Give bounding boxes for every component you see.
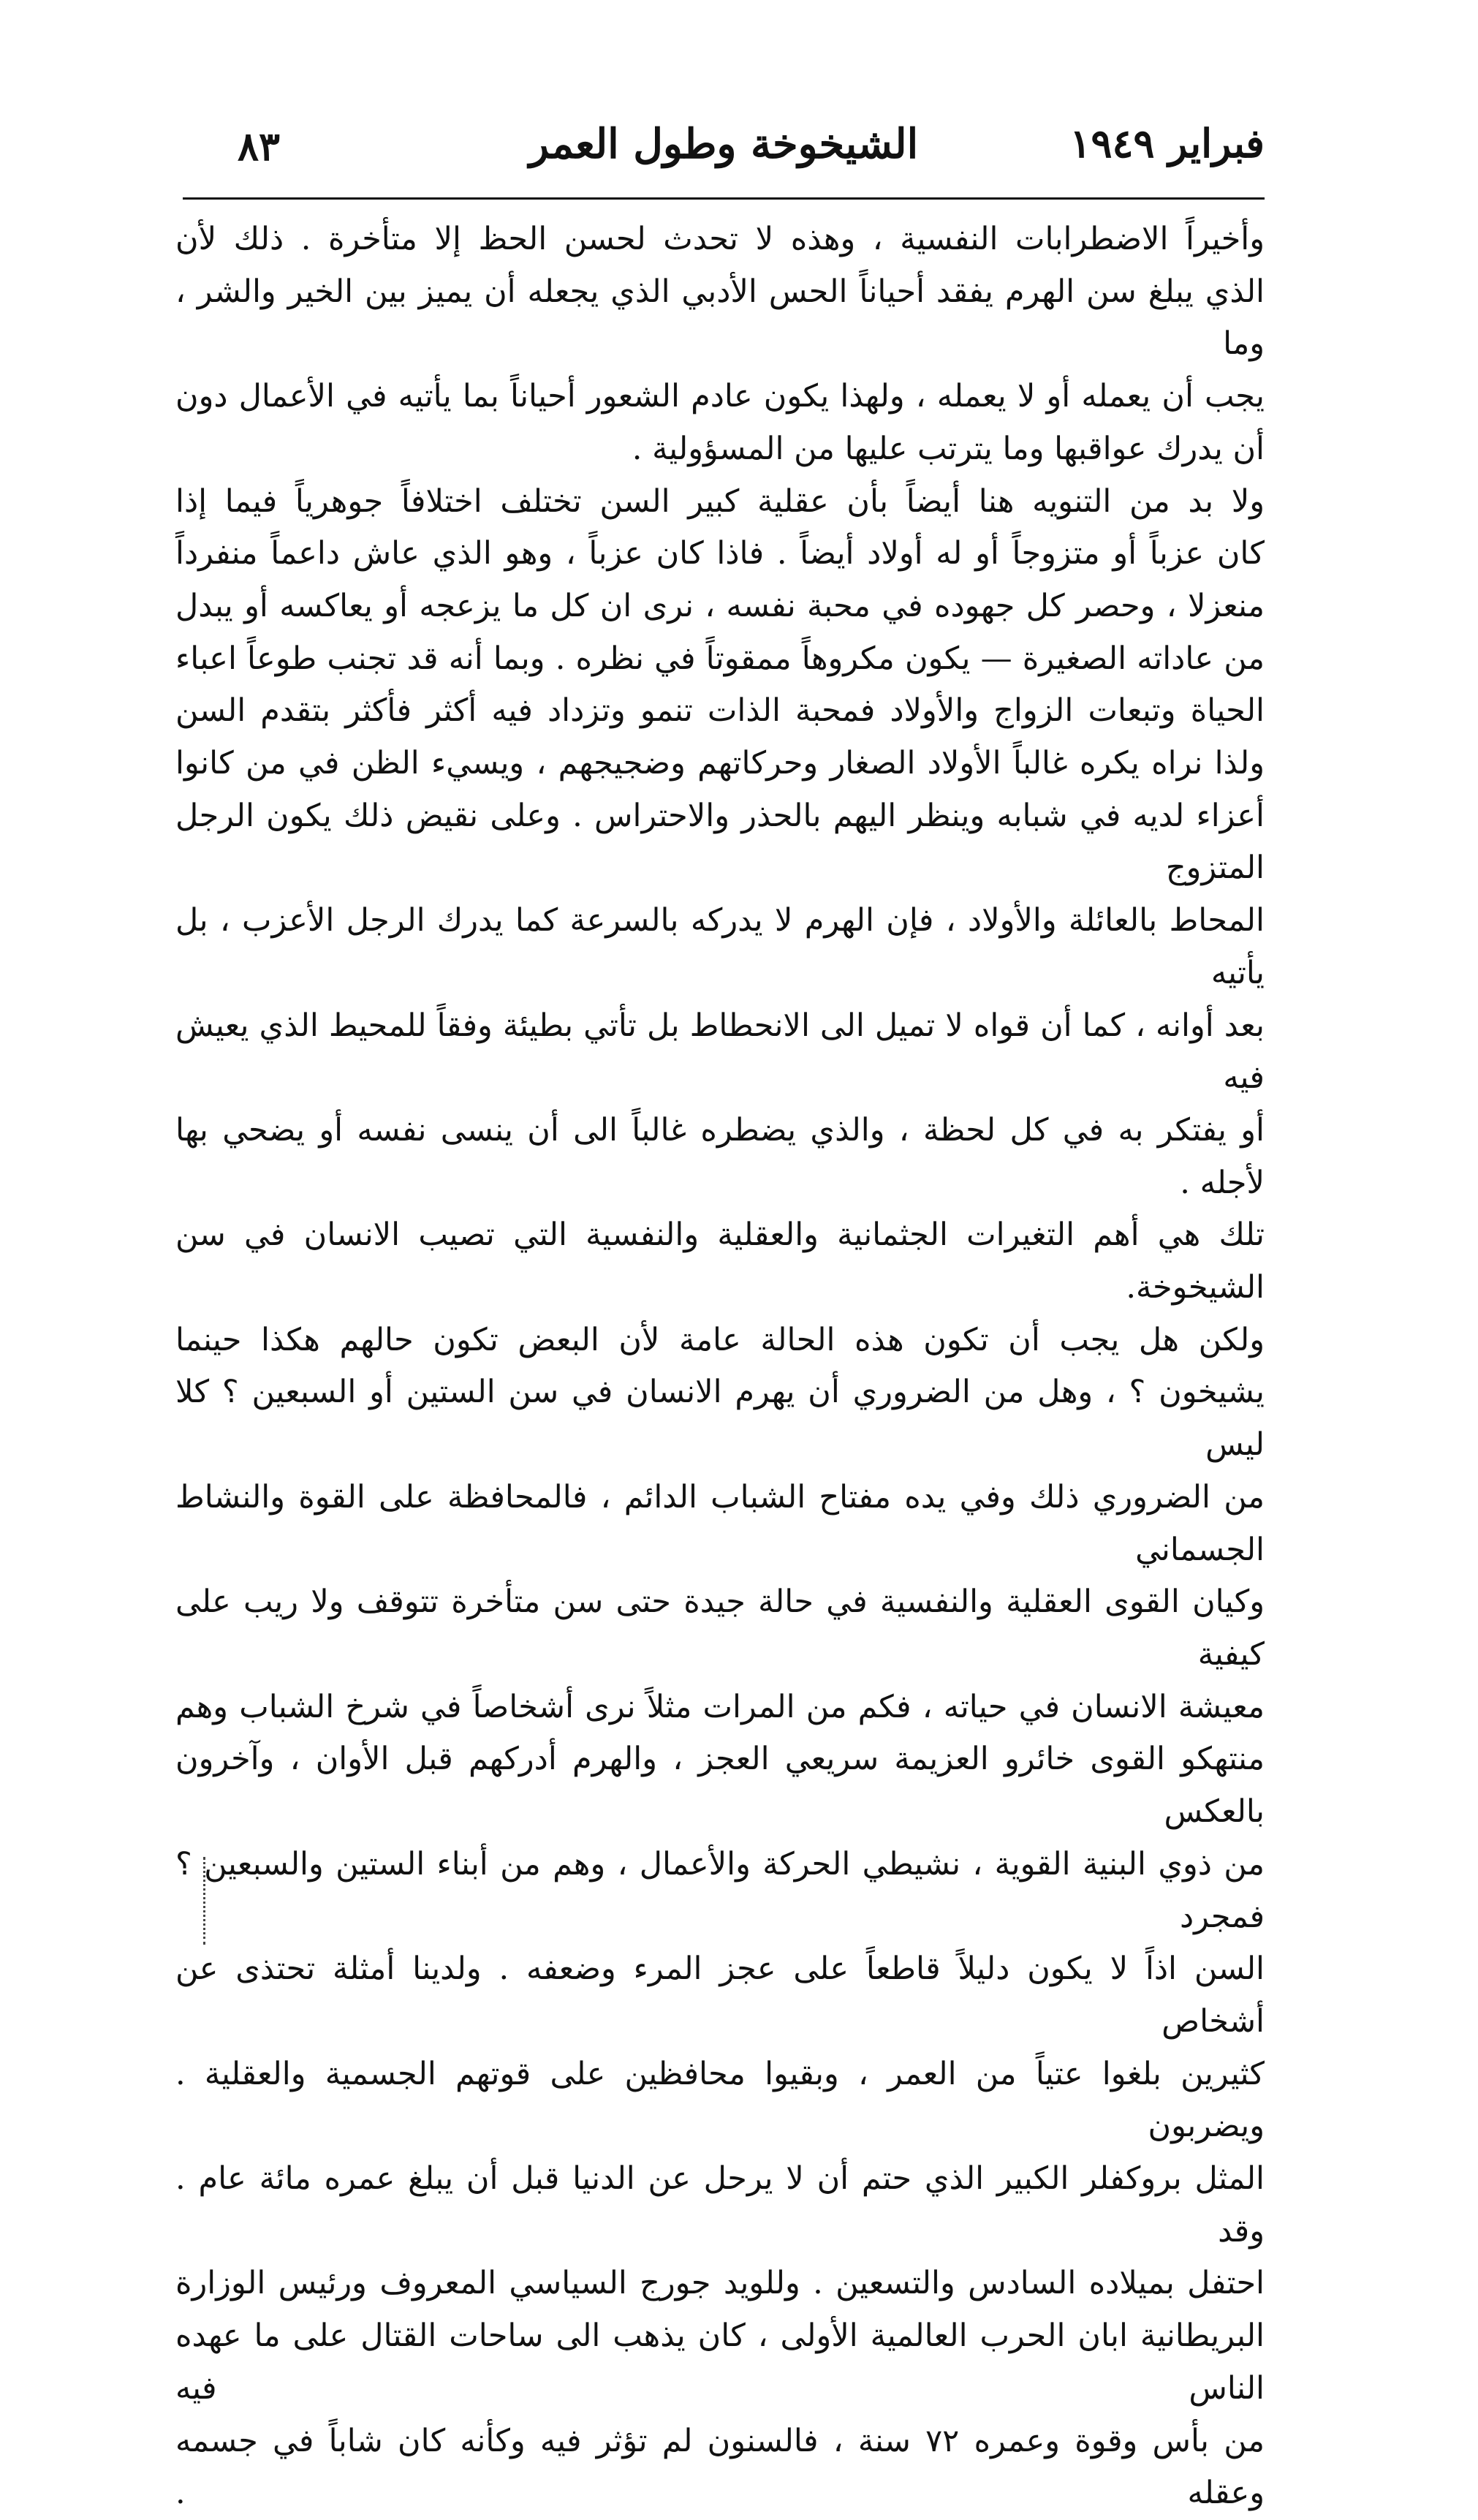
text-line: يجب أن يعمله أو لا يعمله ، ولهذا يكون عادم الشعور أحياناً بما يأتيه في الأعمال دون (175, 378, 1265, 415)
text-line: أن يدرك عواقبها وما يترتب عليها من المسؤولية . (632, 430, 1265, 467)
article-body (175, 213, 1265, 2520)
text-line: وأخيراً الاضطرابات النفسية ، وهذه لا تحدث لحسن الحظ إلا متأخرة . ذلك لأن (175, 221, 1265, 257)
text-line: المحاط بالعائلة والأولاد ، فإن الهرم لا يدركه بالسرعة كما يدرك الرجل الأعزب ، بل يأتيه (175, 902, 1265, 991)
text-line: منتهكو القوى خائرو العزيمة سريعي العجز ، والهرم أدركهم قبل الأوان ، وآخرون بالعكس (175, 1741, 1265, 1831)
text-line: تلك هي أهم التغيرات الجثمانية والعقلية والنفسية التي تصيب الانسان في سن الشيخوخة. (175, 1217, 1265, 1306)
text-line: يشيخون ؟ ، وهل من الضروري أن يهرم الانسان في سن الستين أو السبعين ؟ كلا ليس (175, 1374, 1265, 1464)
text-line: كان عزباً أو متزوجاً أو له أولاد أيضاً . فاذا كان عزباً ، وهو الذي عاش داعماً منفرداً (175, 535, 1265, 572)
page-header (183, 110, 1265, 190)
text-line: الذي يبلغ سن الهرم يفقد أحياناً الحس الأدبي الذي يجعله أن يميز بين الخير والشر ، وما (175, 273, 1265, 363)
text-line: أو يفتكر به في كل لحظة ، والذي يضطره غالباً الى أن ينسى نفسه أو يضحي بها لأجله . (175, 1111, 1265, 1201)
text-line: الحياة وتبعات الزواج والأولاد فمحبة الذات تنمو وتزداد فيه أكثر فأكثر بتقدم السن (175, 692, 1265, 730)
text-line: وكيان القوى العقلية والنفسية في حالة جيدة حتى سن متأخرة تتوقف ولا ريب على كيفية (175, 1583, 1265, 1673)
text-line: معيشة الانسان في حياته ، فكم من المرات مثلاً نرى أشخاصاً في شرخ الشباب وهم (175, 1688, 1265, 1725)
text-line: أعزاء لديه في شبابه وينظر اليهم بالحذر والاحتراس . وعلى نقيض ذلك يكون الرجل المتزوج (175, 797, 1265, 887)
text-line: من عاداته الصغيرة — يكون مكروهاً ممقوتاً في نظره . وبما أنه قد تجنب طوعاً اعباء (175, 640, 1265, 677)
running-title: الشيخوخة وطول العمر (528, 120, 919, 168)
text-line: ولا بد من التنويه هنا أيضاً بأن عقلية كبير السن تختلف اختلافاً جوهرياً فيما إذا (175, 483, 1265, 520)
text-line: منعزلا ، وحصر كل جهوده في محبة نفسه ، نرى ان كل ما يزعجه أو يعاكسه أو يبدل (175, 587, 1265, 624)
margin-scan-mark (203, 1857, 208, 1945)
text-line: بعد أوانه ، كما أن قواه لا تميل الى الانحطاط بل تأتي بطيئة وفقاً للمحيط الذي يعيش فيه (175, 1007, 1265, 1097)
text-line: المثل بروكفلر الكبير الذي حتم أن لا يرحل عن الدنيا قبل أن يبلغ عمره مائة عام . وقد (175, 2160, 1265, 2250)
header-rule (183, 197, 1265, 200)
text-line: من الضروري ذلك وفي يده مفتاح الشباب الدائم ، فالمحافظة على القوة والنشاط الجسماني (175, 1478, 1265, 1568)
text-line: من بأس وقوة وعمره ٧٢ سنة ، فالسنون لم تؤثر فيه وكأنه كان شاباً في جسمه وعقله . (175, 2422, 1265, 2512)
text-line: من ذوي البنية القوية ، نشيطي الحركة والأعمال ، وهم من أبناء الستين والسبعين ؟ فمجرد (175, 1845, 1265, 1935)
issue-date: فبراير ١٩٤٩ (1069, 120, 1265, 167)
text-line: ولكن هل يجب أن تكون هذه الحالة عامة لأن البعض تكون حالهم هكذا حينما (175, 1321, 1265, 1358)
text-line: السن اذاً لا يكون دليلاً قاطعاً على عجز المرء وضعفه . ولدينا أمثلة تحتذى عن أشخاص (175, 1950, 1265, 2040)
text-line: احتفل بميلاده السادس والتسعين . وللويد جورج السياسي المعروف ورئيس الوزارة (175, 2265, 1265, 2302)
text-line: البريطانية ابان الحرب العالمية الأولى ، كان يذهب الى ساحات القتال على ما عهده الناس فيه (175, 2317, 1265, 2407)
text-line: ولذا نراه يكره غالباً الأولاد الصغار وحركاتهم وضجيجهم ، ويسيء الظن في من كانوا (175, 745, 1265, 782)
page-number: ٨٣ (238, 123, 281, 170)
text-line: كثيرين بلغوا عتياً من العمر ، وبقيوا محافظين على قوتهم الجسمية والعقلية . ويضربون (175, 2055, 1265, 2145)
